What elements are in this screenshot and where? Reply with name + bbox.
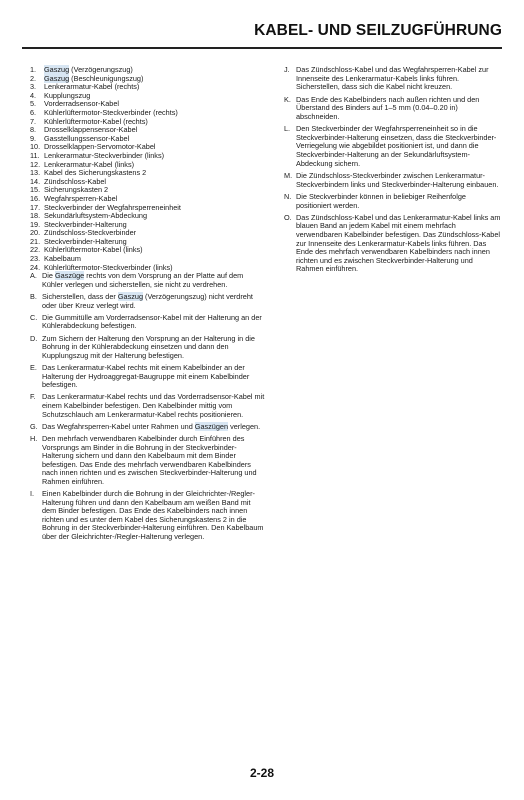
item-text: Kühlerlüftermotor-Kabel (links) — [44, 245, 143, 255]
highlighted-term: Gaszügen — [194, 421, 229, 431]
item-marker: E. — [30, 362, 37, 372]
item-text: Lenkerarmatur-Kabel (rechts) — [44, 82, 140, 92]
item-text: Lenkerarmatur-Steckverbinder (links) — [44, 150, 165, 160]
item-text: Kabel des Sicherungskastens 2 — [44, 168, 147, 178]
item-marker: 1. — [30, 65, 37, 74]
item-text: Zündschloss-Kabel — [44, 176, 107, 186]
item-text: Drosselklappensensor-Kabel — [44, 125, 138, 135]
item-marker: I. — [30, 489, 35, 499]
left-column — [30, 66, 266, 545]
item-text-rest: (Beschleunigungszug) — [69, 73, 144, 83]
item-marker: 15. — [30, 185, 41, 195]
item-marker: 13. — [30, 168, 41, 178]
item-text-rest: (Verzögerungszug) — [69, 65, 133, 74]
list-item — [284, 96, 502, 122]
list-item — [284, 193, 502, 210]
item-text: Drosselklappen-Servomotor-Kabel — [44, 142, 156, 152]
item-text: Das Lenkerarmatur-Kabel rechts mit einem Kabelbinder an der Halterung der Hydroaggregat-Baugruppe mit einem Kabelbinder befestigen. — [42, 362, 250, 390]
list-item — [30, 423, 266, 432]
item-text: Vorderradsensor-Kabel — [44, 99, 120, 109]
item-text-end: rechts von dem Vorsprung an der Platte auf dem Kühler verlegen und sicherstellen, sie nicht zu verdrehen. — [42, 271, 244, 289]
item-marker: J. — [284, 65, 290, 74]
item-text: Einen Kabelbinder durch die Bohrung in der Gleichrichter-/Regler-Halterung führen und dann den Kabelbaum am weißen Band mit dem Binder befestigen. Das Ende des Kabelbinders nach innen richten und es unter dem Kabel des Sicherungskastens 2 in die Bohrung in der Steckverbinder-Halterung einführen. Den Kabelbaum über der Gleichrichter-/Regler-Halterung verlegen. — [42, 489, 264, 542]
item-marker: L. — [284, 124, 291, 134]
right-column — [284, 66, 502, 278]
highlighted-term: Gaszug — [44, 73, 70, 83]
list-item — [30, 435, 266, 487]
item-marker: A. — [30, 271, 37, 281]
item-marker: B. — [30, 292, 37, 302]
item-text — [42, 272, 266, 289]
item-text: Zum Sichern der Halterung den Vorsprung an der Halterung in die Bohrung in der Kühlerabdeckung einsetzen und dann den Kupplungszug mit der Halterung befestigen. — [42, 333, 255, 360]
item-marker: 3. — [30, 82, 37, 92]
list-item — [30, 335, 266, 361]
list-item — [284, 172, 502, 189]
item-text: Lenkerarmatur-Kabel (links) — [44, 159, 135, 169]
item-text-start: Das Wegfahrsperren-Kabel unter Rahmen und — [42, 421, 195, 431]
list-item — [284, 66, 502, 92]
item-text: Das Lenkerarmatur-Kabel rechts und das Vorderradsensor-Kabel mit einem Kabelbinder befestigen. Den Kabelbinder mittig vom Schutzschlauch am Lenkerarmatur-Kabel rechts positionieren. — [42, 392, 265, 419]
item-text: Den Steckverbinder der Wegfahrsperreneinheit so in die Steckverbinder-Halterung einsetzen, dass die Steckverbinder-Verriegelung wie abgebildet positioniert ist, und dann die Steckverbinder-Halterung an der Sekundärluftsystem-Abdeckung sichern. — [296, 124, 497, 168]
item-marker: O. — [284, 212, 292, 222]
item-marker: 16. — [30, 193, 41, 203]
item-text: Gasstellungssensor-Kabel — [44, 133, 130, 143]
item-text: Kabelbaum — [44, 254, 81, 264]
list-item — [30, 293, 266, 310]
item-marker: H. — [30, 433, 38, 443]
item-marker: 23. — [30, 254, 41, 264]
item-marker: F. — [30, 392, 36, 402]
item-text: Kühlerlüftermotor-Steckverbinder (links) — [44, 262, 173, 272]
item-text: Kühlerlüftermotor-Steckverbinder (rechts) — [44, 107, 178, 117]
item-marker: 9. — [30, 133, 37, 143]
item-text: Steckverbinder-Halterung — [44, 219, 127, 229]
item-text-start: Die — [42, 271, 55, 281]
item-marker: 2. — [30, 73, 37, 83]
item-marker: G. — [30, 421, 38, 431]
page-number: 2-28 — [249, 766, 275, 780]
item-text-end: (Verzögerungszug) nicht verdreht oder über Kreuz verlegt wird. — [42, 292, 253, 310]
item-text: Kühlerlüftermotor-Kabel (rechts) — [44, 116, 148, 126]
item-text: Zündschloss-Steckverbinder — [44, 228, 137, 238]
step-list-left — [30, 272, 266, 541]
item-marker: 18. — [30, 211, 41, 221]
item-text: Kupplungszug — [44, 90, 91, 100]
list-item — [30, 393, 266, 419]
item-text: Die Zündschloss-Steckverbinder zwischen Lenkerarmatur-Steckverbindern links und Steckverbinder-Halterung einbauen. — [296, 170, 499, 189]
item-marker: 22. — [30, 245, 41, 255]
item-marker: M. — [284, 170, 293, 180]
item-text: Den mehrfach verwendbaren Kabelbinder durch Einführen des Vorsprungs am Binder in die Bohrung in der Steckverbinder-Halterung sichern und dann den Kabelbaum mit dem Binder befestigen. Das Ende des mehrfach verwendbaren Kabelbinders nach innen richten und es zwischen Steckverbinder-Halterung und Rahmen einführen. — [42, 433, 257, 486]
item-text: Das Zündschloss-Kabel und das Lenkerarmatur-Kabel links am blauen Band an jedem Kabel mit einem mehrfach verwendbaren Kabelbinder befestigen. Das Zündschloss-Kabel zur Innenseite des Lenkerarmatur-Kabels links führen. Das Ende des mehrfach verwendbaren Kabelbinders nach innen richten und es zwischen Steckverbinder-Halterung und Rahmen einführen. — [296, 212, 501, 274]
item-text: Die Steckverbinder können in beliebiger Reihenfolge positioniert werden. — [296, 191, 466, 210]
step-list-right — [284, 66, 502, 274]
list-item — [30, 490, 266, 542]
item-marker: K. — [284, 94, 291, 104]
item-marker: 10. — [30, 142, 41, 152]
item-text: Sekundärluftsystem-Abdeckung — [44, 211, 148, 221]
item-marker: 6. — [30, 107, 37, 117]
list-item — [30, 314, 266, 331]
item-text: Das Zündschloss-Kabel und das Wegfahrsperren-Kabel zur Innenseite des Lenkerarmatur-Kabels links führen. Sicherstellen, dass sich die Kabel nicht kreuzen. — [296, 65, 489, 92]
item-text: Steckverbinder-Halterung — [44, 236, 127, 246]
item-marker: 8. — [30, 125, 37, 135]
item-text — [42, 293, 266, 310]
item-marker: 21. — [30, 236, 41, 246]
list-item — [30, 364, 266, 390]
item-marker: 24. — [30, 262, 41, 272]
highlighted-term: Gaszüge — [54, 271, 85, 281]
part-list — [30, 66, 266, 272]
page-title: KABEL- UND SEILZUGFÜHRUNG — [254, 22, 502, 39]
header-rule — [22, 47, 502, 49]
item-text — [42, 423, 266, 432]
item-marker: 4. — [30, 90, 37, 100]
list-item — [30, 272, 266, 289]
item-text: Sicherungskasten 2 — [44, 185, 109, 195]
item-text: Die Gummitülle am Vorderradsensor-Kabel mit der Halterung an der Kühlerabdeckung befestigen. — [42, 312, 262, 331]
item-text: Steckverbinder der Wegfahrsperreneinheit — [44, 202, 181, 212]
highlighted-term: Gaszug — [117, 292, 144, 302]
item-marker: 20. — [30, 228, 41, 238]
item-marker: 5. — [30, 99, 37, 109]
item-marker: 7. — [30, 116, 37, 126]
item-marker: 12. — [30, 159, 41, 169]
item-text-end: verlegen. — [228, 421, 261, 431]
item-marker: 17. — [30, 202, 41, 212]
item-text: Wegfahrsperren-Kabel — [44, 193, 118, 203]
list-item — [284, 214, 502, 274]
list-item — [284, 125, 502, 168]
item-marker: D. — [30, 333, 38, 343]
item-marker: C. — [30, 312, 38, 322]
item-text: Das Ende des Kabelbinders nach außen richten und den Überstand des Binders auf 1–5 mm (0.04–0.20 in) abschneiden. — [296, 94, 480, 121]
highlighted-term: Gaszug — [44, 65, 70, 74]
item-text-start: Sicherstellen, dass der — [42, 292, 118, 302]
item-marker: N. — [284, 191, 292, 201]
item-marker: 14. — [30, 176, 41, 186]
item-marker: 19. — [30, 219, 41, 229]
item-marker: 11. — [30, 150, 40, 160]
